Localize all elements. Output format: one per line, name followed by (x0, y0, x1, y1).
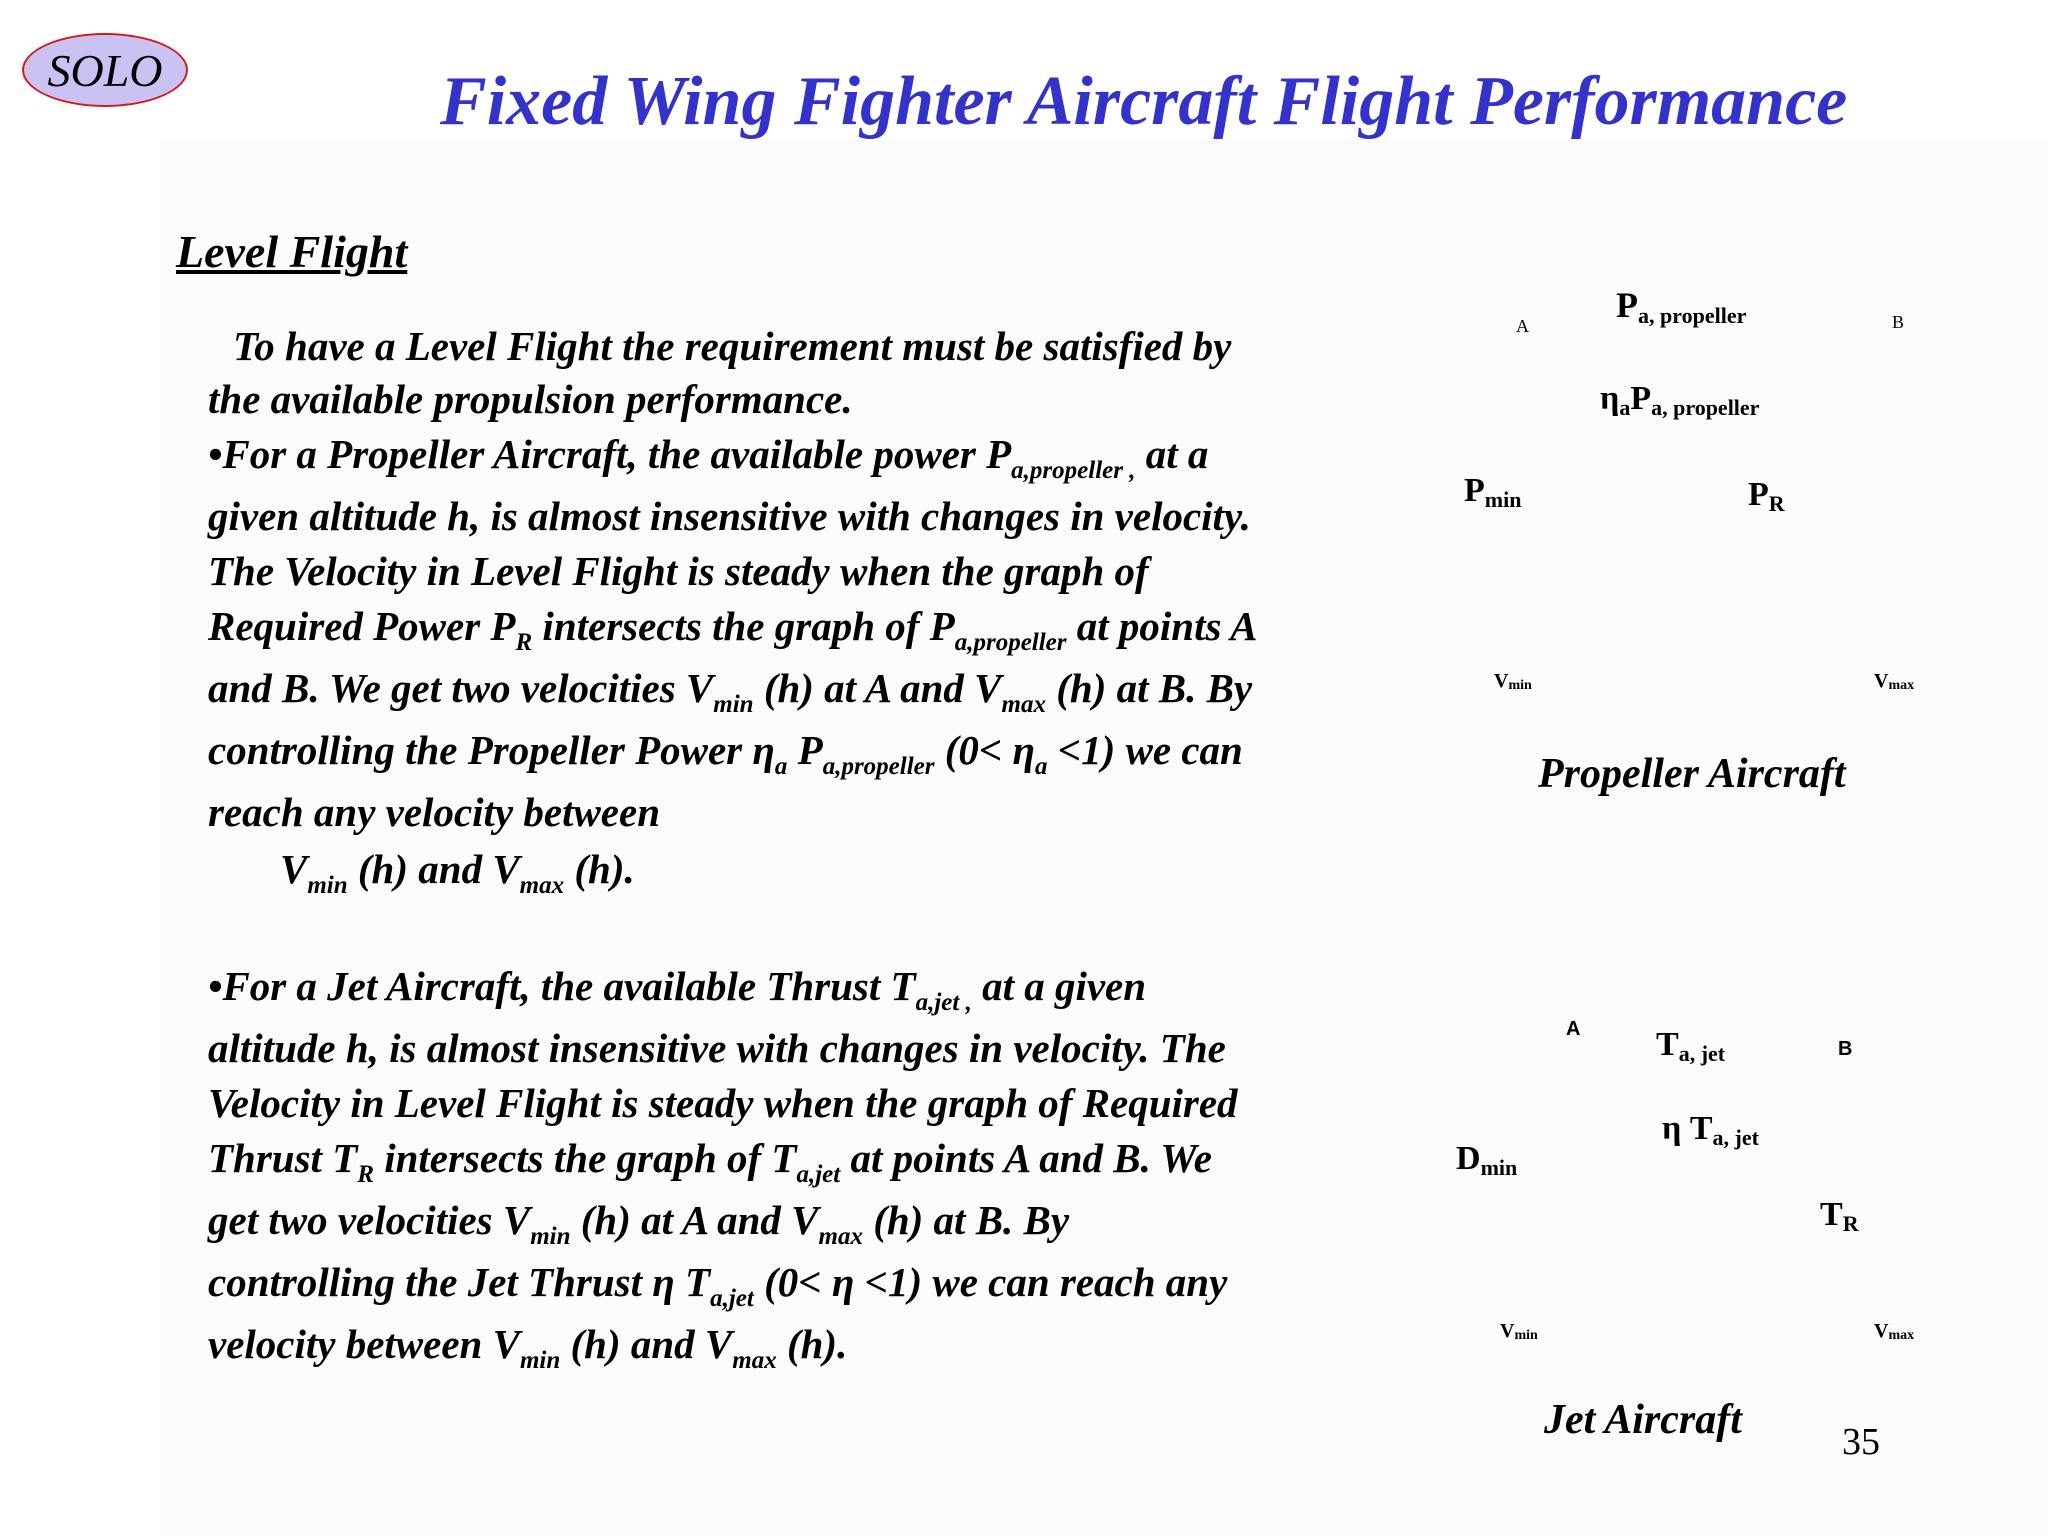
solo-logo (22, 33, 188, 107)
p2-line-5: get two velocities $V_{min}$ (h) at A and $V_{max}$ (h) at B. By (208, 1197, 1070, 1250)
p1-line-8: controlling the Propeller Power $\eta_a$ $P_{a,propeller}$ $(0< \eta_a <1)$ we can (208, 727, 1243, 780)
logo-text: SOLO (47, 44, 163, 96)
p1-line-4: given altitude h, is almost insensitive with changes in velocity. (208, 493, 1251, 539)
jet-vmax-label: $V_{max}$ (1874, 1320, 1915, 1343)
p1-line-10: $V_{min}$ (h) and $V_{max}$ (h). (280, 846, 635, 899)
prop-vmin-label: $V_{min}$ (1494, 670, 1532, 693)
page-number: 35 (1842, 1421, 1880, 1463)
p2-line-3: Velocity in Level Flight is steady when the graph of Required (208, 1080, 1238, 1126)
prop-pmin-label: $P_{min}$ (1464, 472, 1522, 512)
prop-eta-pa-label: $\eta_aP_{a, propeller}$ (1600, 380, 1760, 420)
jet-point-a: A (1566, 1018, 1581, 1040)
prop-point-b: B (1892, 312, 1905, 332)
p2-line-4: Thrust $T_R$ intersects the graph of $T_{a,jet}$ at points A and B. We (208, 1135, 1212, 1188)
p2-line-1: •For a Jet Aircraft, the available Thrust $T_{a,jet ,}$ at a given (208, 963, 1147, 1016)
p1-line-6: Required Power $P_R$ intersects the graph of $P_{a,propeller}$ at points A (208, 603, 1258, 656)
p2-line-6: controlling the Jet Thrust η $T_{a,jet}$ (0< η <1) we can reach any (208, 1259, 1228, 1312)
slide-title: Fixed Wing Fighter Aircraft Flight Performance (440, 63, 1848, 140)
jet-dmin-label: $D_{min}$ (1456, 1140, 1518, 1180)
jet-tr-label: $T_R$ (1820, 1196, 1859, 1236)
p1-line-1: To have a Level Flight the requirement must be satisfied by (233, 323, 1232, 369)
jet-ta-label: $T_{a, jet}$ (1656, 1026, 1726, 1066)
prop-vmax-label: $V_{max}$ (1874, 670, 1915, 693)
jet-vmin-label: $V_{min}$ (1500, 1320, 1538, 1343)
prop-pa-label: $P_{a, propeller}$ (1616, 285, 1747, 328)
p2-line-7: velocity between $V_{min}$ (h) and $V_{max}$ (h). (208, 1321, 848, 1374)
p2-line-2: altitude h, is almost insensitive with changes in velocity. The (208, 1025, 1226, 1071)
p1-line-5: The Velocity in Level Flight is steady when the graph of (208, 548, 1149, 594)
p1-line-2: the available propulsion performance. (208, 376, 853, 422)
prop-point-a: A (1516, 316, 1529, 336)
jet-caption: Jet Aircraft (1544, 1397, 1742, 1443)
section-heading: Level Flight (176, 226, 408, 277)
p1-line-7: and B. We get two velocities $V_{min}$ (h) at A and $V_{max}$ (h) at B. By (208, 665, 1253, 718)
jet-eta-ta-label: η $T_{a, jet}$ (1662, 1110, 1759, 1150)
p1-line-9: reach any velocity between (208, 789, 661, 835)
p1-line-3: •For a Propeller Aircraft, the available power $P_{a,propeller ,}$ at a (208, 431, 1209, 484)
jet-point-b: B (1838, 1038, 1853, 1060)
prop-caption: Propeller Aircraft (1538, 751, 1846, 797)
prop-pr-label: $P_R$ (1748, 476, 1785, 516)
